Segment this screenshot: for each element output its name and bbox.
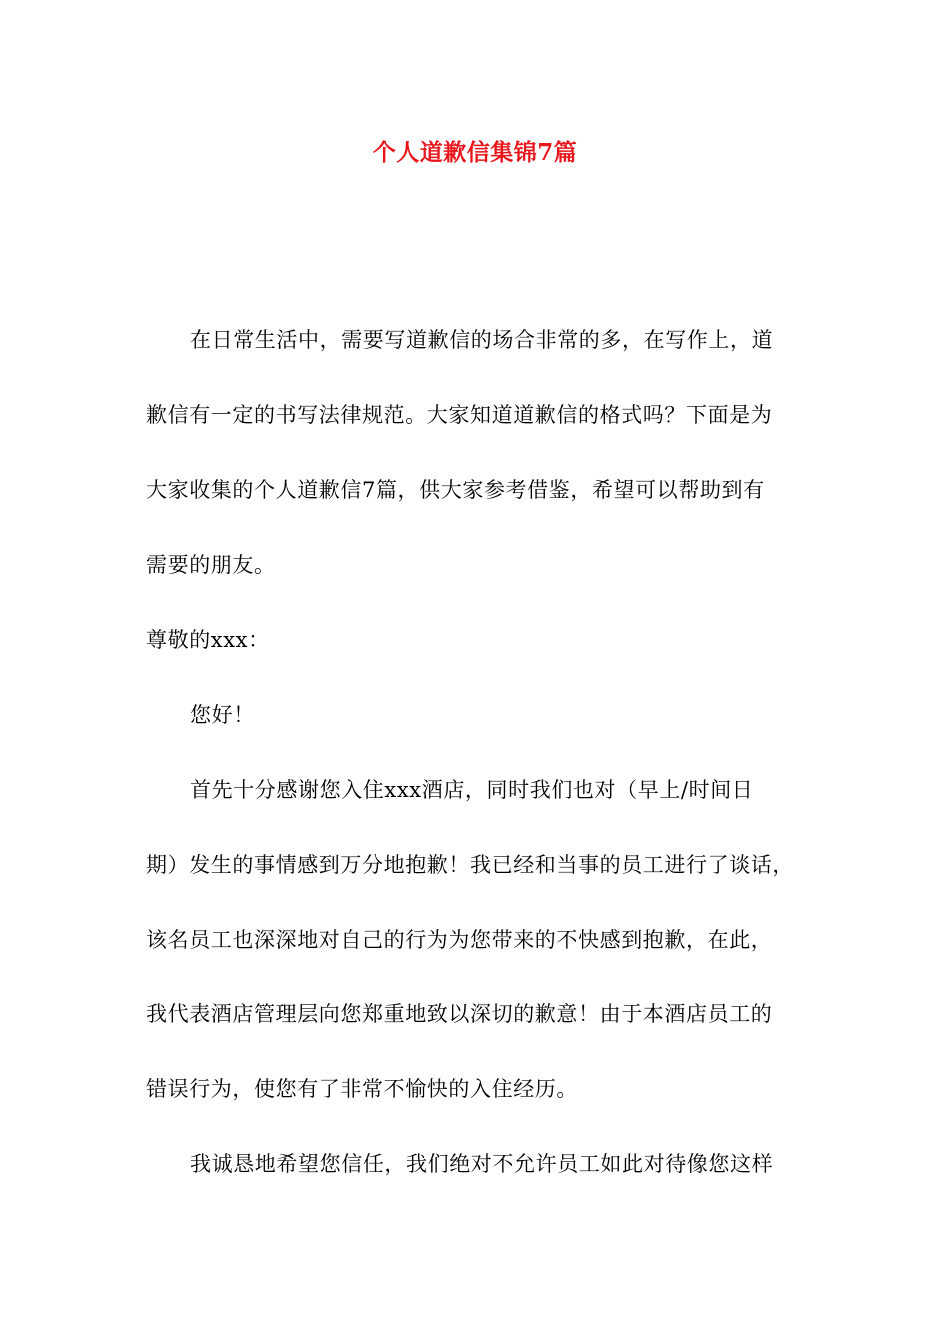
- paragraph-line: 需要的朋友。: [146, 553, 276, 577]
- paragraph-line: 大家收集的个人道歉信7篇，供大家参考借鉴，希望可以帮助到有: [146, 478, 765, 502]
- paragraph-line: 错误行为，使您有了非常不愉快的入住经历。: [146, 1077, 578, 1101]
- paragraph-line: 我代表酒店管理层向您郑重地致以深切的歉意！由于本酒店员工的: [146, 1002, 773, 1026]
- paragraph-line: 歉信有一定的书写法律规范。大家知道道歉信的格式吗？下面是为: [146, 403, 773, 427]
- paragraph-line: 首先十分感谢您入住xxx酒店，同时我们也对（早上/时间日: [190, 778, 754, 802]
- paragraph-line: 我诚恳地希望您信任，我们绝对不允许员工如此对待像您这样: [190, 1152, 774, 1176]
- paragraph-line: 期）发生的事情感到万分地抱歉！我已经和当事的员工进行了谈话，: [146, 853, 794, 877]
- paragraph-line: 该名员工也深深地对自己的行为为您带来的不快感到抱歉，在此，: [146, 928, 773, 952]
- paragraph-line: 在日常生活中，需要写道歉信的场合非常的多，在写作上，道: [190, 328, 774, 352]
- salutation: 尊敬的xxx：: [146, 628, 270, 652]
- greeting: 您好！: [190, 703, 255, 727]
- document-title: 个人道歉信集锦7篇: [372, 139, 578, 166]
